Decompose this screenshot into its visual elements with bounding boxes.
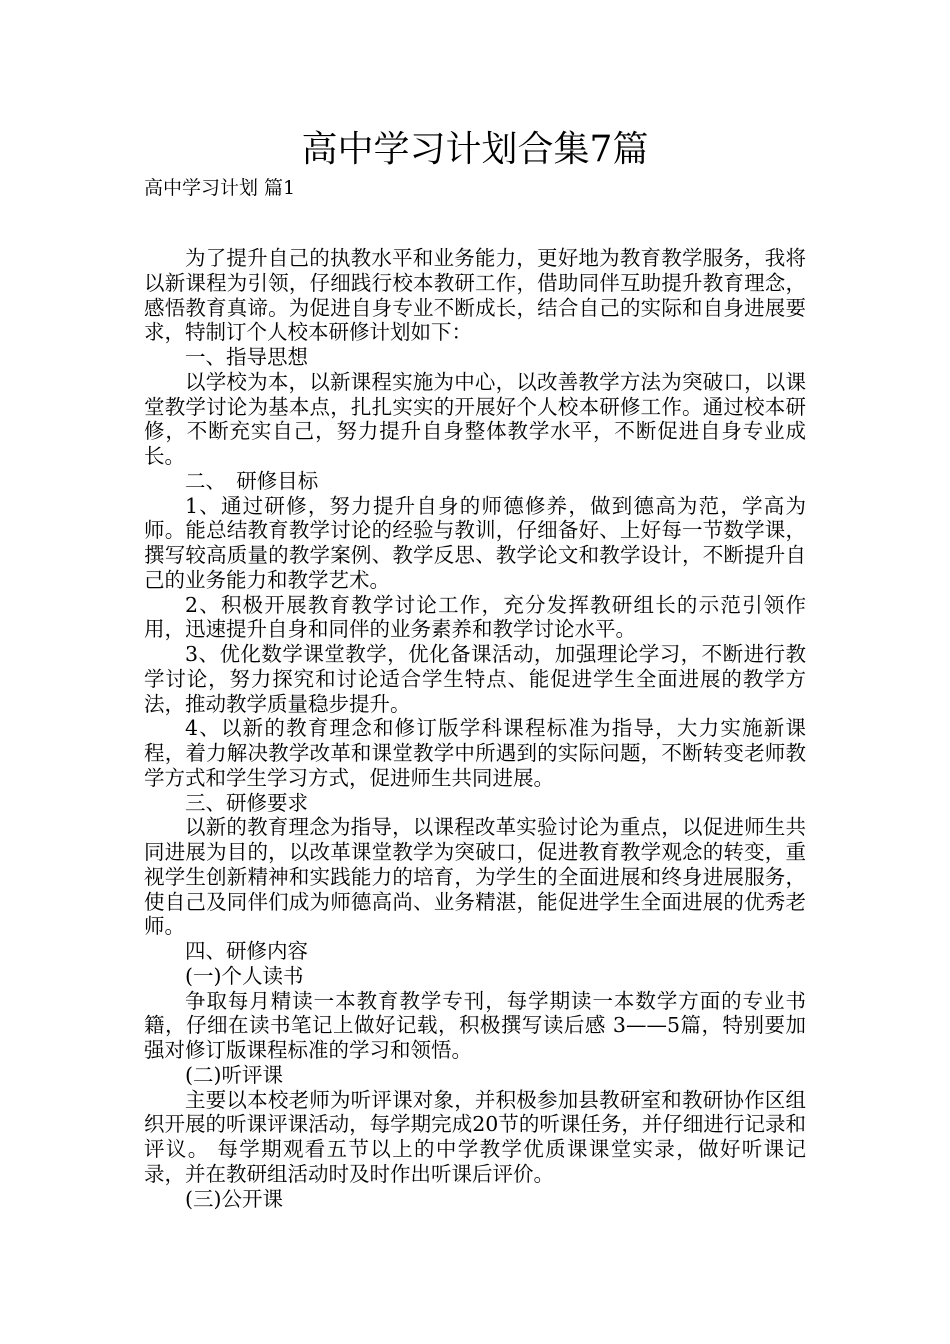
section-heading-guiding-thought: 一、指导思想 [185,345,308,369]
document-subtitle: 高中学习计划 篇1 [144,177,296,199]
section-heading-study-requirements: 三、研修要求 [185,790,308,815]
paragraph-requirements: 以新的教育理念为指导，以课程改革实验讨论为重点，以促进师生共同进展为目的，以改革课堂教学为突破口，促进教育教学观念的转变，重视学生创新精神和实践能力的培育，为学生的全面进展和终身进展服务，使自己及同伴们成为师德高尚、业务精湛，能促进学生全面进展的优秀老师。 [144,815,806,939]
paragraph-goal-3: 3、优化数学课堂教学，优化备课活动，加强理论学习，不断进行教学讨论，努力探究和讨论适合学生特点、能促进学生全面进展的教学方法，推动教学质量稳步提升。 [144,642,806,716]
paragraph-guiding-thought: 以学校为本，以新课程实施为中心，以改善教学方法为突破口，以课堂教学讨论为基本点，扎扎实实的开展好个人校本研修工作。通过校本研修，不断充实自己，努力提升自身整体教学水平，不断促进自身专业成长。 [144,369,806,468]
paragraph-goal-2: 2、积极开展教育教学讨论工作，充分发挥教研组长的示范引领作用，迅速提升自身和同伴的业务素养和教学讨论水平。 [144,592,806,642]
paragraph-lesson-evaluation: 主要以本校老师为听评课对象，并积极参加县教研室和教研协作区组织开展的听课评课活动，每学期完成20节的听课任务，并仔细进行记录和评议。 每学期观看五节以上的中学教学优质课课堂实录，做好听课记录，并在教研组活动时及时作出听课后评价。 [144,1087,806,1186]
paragraph-goal-4: 4、以新的教育理念和修订版学科课程标准为指导，大力实施新课程，着力解决教学改革和课堂教学中所遇到的实际问题，不断转变老师教学方式和学生学习方式，促进师生共同进展。 [144,716,806,790]
paragraph-personal-reading: 争取每月精读一本教育教学专刊，每学期读一本数学方面的专业书籍，仔细在读书笔记上做好记载，积极撰写读后感 3——5篇，特别要加强对修订版课程标准的学习和领悟。 [144,988,806,1062]
paragraph-goal-1: 1、通过研修，努力提升自身的师德修养，做到德高为范，学高为师。能总结教育教学讨论的经验与教训，仔细备好、上好每一节数学课，撰写较高质量的教学案例、教学反思、教学论文和教学设计，不断提升自己的业务能力和教学艺术。 [144,493,806,592]
subsection-heading-lesson-evaluation: (二)听评课 [185,1062,283,1087]
subsection-heading-open-class: (三)公开课 [185,1186,283,1211]
section-heading-study-goals: 二、 研修目标 [185,468,319,493]
section-heading-study-content: 四、研修内容 [185,939,308,963]
paragraph-intro: 为了提升自己的执教水平和业务能力，更好地为教育教学服务，我将以新课程为引领，仔细践行校本教研工作，借助同伴互助提升教育理念，感悟教育真谛。为促进自身专业不断成长，结合自己的实际和自身进展要求，特制订个人校本研修计划如下： [144,246,806,345]
subsection-heading-personal-reading: (一)个人读书 [185,963,304,988]
document-body [144,246,806,1211]
document-title: 高中学习计划合集7篇 [301,129,649,170]
